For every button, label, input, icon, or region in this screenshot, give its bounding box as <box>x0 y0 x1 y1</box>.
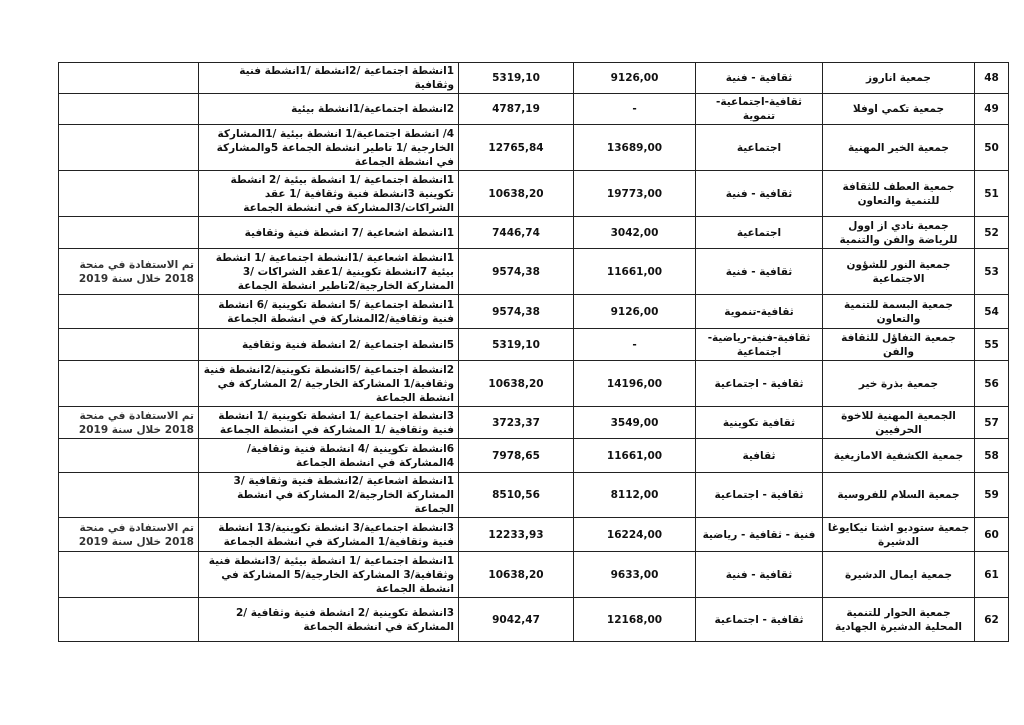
activity-type: ثقافية - اجتماعية <box>696 598 823 642</box>
activities-cell: 4/ انشطة اجتماعية/1 انشطة بيئية /1المشاركة الخارجية /1 تاطير انشطة الجماعة 5والمشاركة في انشطة الجماعة <box>199 125 459 171</box>
activities-cell: 3انشطة تكوينية /2 انشطة فنية وثقافية /2 المشاركة في انشطة الجماعة <box>199 598 459 642</box>
activity-type: ثقافية - فنية <box>696 552 823 598</box>
table-body <box>59 63 1009 642</box>
amount-first: 11661,00 <box>574 249 696 295</box>
activity-type: ثقافية-اجتماعية-تنموية <box>696 94 823 125</box>
amount-first: - <box>574 94 696 125</box>
activity-type: اجتماعية <box>696 217 823 249</box>
association-name: جمعية النور للشؤون الاجتماعية <box>823 249 975 295</box>
activity-type: ثقافية-فنية-رياضية- اجتماعية <box>696 329 823 361</box>
row-number: 52 <box>975 217 1009 249</box>
amount-second: 8510,56 <box>459 473 574 518</box>
row-number: 48 <box>975 63 1009 94</box>
row-number: 56 <box>975 361 1009 407</box>
amount-second: 4787,19 <box>459 94 574 125</box>
table-row <box>59 249 1009 295</box>
activities-cell: 1انشطة اجتماعية /2انشطة /1انشطة فنية وثقافية <box>199 63 459 94</box>
note-cell <box>59 295 199 329</box>
activities-cell: 1انشطة اشعاعية /7 انشطة فنية وثقافية <box>199 217 459 249</box>
association-name: جمعية الخير المهنية <box>823 125 975 171</box>
table-row <box>59 94 1009 125</box>
amount-first: 9126,00 <box>574 63 696 94</box>
note-cell <box>59 552 199 598</box>
amount-first: 3549,00 <box>574 407 696 439</box>
table-row <box>59 361 1009 407</box>
activities-cell: 6انشطة تكوينية /4 انشطة فنية وثقافية/ 4المشاركة في انشطة الجماعة <box>199 439 459 473</box>
row-number: 50 <box>975 125 1009 171</box>
activities-cell: 1انشطة اشعاعية /1انشطة اجتماعية /1 انشطة بيئية 7انشطة تكوينية /1عقد الشراكات /3 المشاركة الخارجية/2تاطير انشطة الجماعة <box>199 249 459 295</box>
activity-type: ثقافية <box>696 439 823 473</box>
activity-type: ثقافية تكوينية <box>696 407 823 439</box>
activity-type: ثقافية - اجتماعية <box>696 361 823 407</box>
amount-first: 13689,00 <box>574 125 696 171</box>
table-row <box>59 407 1009 439</box>
activities-cell: 1انشطة اجتماعية /1 انشطة بيئية /2 انشطة تكوينية 3انشطة فنية وثقافية /1 عقد الشراكات/3المشاركة في انشطة الجماعة <box>199 171 459 217</box>
activities-cell: 2انشطة اجتماعية/1انشطة بيئية <box>199 94 459 125</box>
table-row <box>59 329 1009 361</box>
amount-second: 5319,10 <box>459 329 574 361</box>
amount-second: 12765,84 <box>459 125 574 171</box>
activities-cell: 1انشطة اجتماعية /5 انشطة تكوينية /6 انشطة فنية وثقافية/2المشاركة في انشطة الجماعة <box>199 295 459 329</box>
amount-second: 9042,47 <box>459 598 574 642</box>
note-cell <box>59 63 199 94</box>
amount-second: 10638,20 <box>459 361 574 407</box>
note-cell <box>59 361 199 407</box>
association-name: جمعية تكمي اوفلا <box>823 94 975 125</box>
amount-second: 7978,65 <box>459 439 574 473</box>
association-name: جمعية نادي از اوول للرياضة والفن والتنمية <box>823 217 975 249</box>
table-row <box>59 473 1009 518</box>
amount-second: 12233,93 <box>459 518 574 552</box>
row-number: 51 <box>975 171 1009 217</box>
note-cell <box>59 598 199 642</box>
row-number: 61 <box>975 552 1009 598</box>
note-cell <box>59 94 199 125</box>
table-row <box>59 598 1009 642</box>
amount-first: 16224,00 <box>574 518 696 552</box>
association-name: جمعية بذرة خير <box>823 361 975 407</box>
note-cell <box>59 171 199 217</box>
amount-second: 10638,20 <box>459 552 574 598</box>
note-cell <box>59 329 199 361</box>
table-row <box>59 518 1009 552</box>
amount-first: 9126,00 <box>574 295 696 329</box>
amount-second: 5319,10 <box>459 63 574 94</box>
activity-type: ثقافية - فنية <box>696 63 823 94</box>
association-name: جمعية الكشفية الامازيغية <box>823 439 975 473</box>
association-name: جمعية الحوار للتنمية المحلية الدشيرة الجهادية <box>823 598 975 642</box>
row-number: 59 <box>975 473 1009 518</box>
association-name: جمعية اناروز <box>823 63 975 94</box>
activities-cell: 3انشطة اجتماعية /1 انشطة تكوينية /1 انشطة فنية وثقافية /1 المشاركة في انشطة الجماعة <box>199 407 459 439</box>
amount-first: 3042,00 <box>574 217 696 249</box>
activity-type: ثقافية - اجتماعية <box>696 473 823 518</box>
activity-type: فنية - ثقافية - رياضية <box>696 518 823 552</box>
amount-first: 9633,00 <box>574 552 696 598</box>
association-name: جمعية ستوديو اشتا نيكايوغا الدشيرة <box>823 518 975 552</box>
amount-first: 8112,00 <box>574 473 696 518</box>
association-name: جمعية السلام للفروسية <box>823 473 975 518</box>
amount-second: 10638,20 <box>459 171 574 217</box>
amount-second: 3723,37 <box>459 407 574 439</box>
row-number: 57 <box>975 407 1009 439</box>
activity-type: ثقافية - فنية <box>696 171 823 217</box>
activity-type: ثقافية-تنموية <box>696 295 823 329</box>
activity-type: اجتماعية <box>696 125 823 171</box>
association-name: جمعية البسمة للتنمية والتعاون <box>823 295 975 329</box>
association-name: الجمعية المهنية للاخوة الحرفيين <box>823 407 975 439</box>
note-cell: تم الاستفادة في منحة 2018 خلال سنة 2019 <box>59 249 199 295</box>
note-cell <box>59 217 199 249</box>
row-number: 62 <box>975 598 1009 642</box>
amount-second: 7446,74 <box>459 217 574 249</box>
amount-second: 9574,38 <box>459 249 574 295</box>
association-name: جمعية ايمال الدشيرة <box>823 552 975 598</box>
association-name: جمعية العطف للثقافة للتنمية والتعاون <box>823 171 975 217</box>
table-row <box>59 295 1009 329</box>
amount-first: 12168,00 <box>574 598 696 642</box>
note-cell: تم الاستفادة في منحة 2018 خلال سنة 2019 <box>59 518 199 552</box>
amount-first: 11661,00 <box>574 439 696 473</box>
row-number: 55 <box>975 329 1009 361</box>
table-row <box>59 439 1009 473</box>
table-row <box>59 171 1009 217</box>
row-number: 49 <box>975 94 1009 125</box>
association-name: جمعية التفاؤل للثقافة والفن <box>823 329 975 361</box>
associations-table <box>58 62 1009 642</box>
table-row <box>59 552 1009 598</box>
row-number: 54 <box>975 295 1009 329</box>
row-number: 58 <box>975 439 1009 473</box>
row-number: 60 <box>975 518 1009 552</box>
amount-second: 9574,38 <box>459 295 574 329</box>
note-cell: تم الاستفادة في منحة 2018 خلال سنة 2019 <box>59 407 199 439</box>
note-cell <box>59 473 199 518</box>
activities-cell: 1انشطة اجتماعية /1 انشطة بيئية /3انشطة فنية وثقافية/3 المشاركة الخارجية/5 المشاركة في انشطة الجماعة <box>199 552 459 598</box>
activity-type: ثقافية - فنية <box>696 249 823 295</box>
row-number: 53 <box>975 249 1009 295</box>
activities-cell: 3انشطة اجتماعية/3 انشطة تكوينية/13 انشطة فنية وثقافية/1 المشاركة في انشطة الجماعة <box>199 518 459 552</box>
table-row <box>59 217 1009 249</box>
amount-first: - <box>574 329 696 361</box>
activities-cell: 2انشطة اجتماعية /5انشطة تكوينية/2انشطة فنية وثقافية/1 المشاركة الخارجية /2 المشاركة في انشطة الجماعة <box>199 361 459 407</box>
table-row <box>59 125 1009 171</box>
activities-cell: 1انشطة اشعاعية /2انشطة فنية وثقافية /3 المشاركة الخارجية/2 المشاركة في انشطة الجماعة <box>199 473 459 518</box>
amount-first: 19773,00 <box>574 171 696 217</box>
note-cell <box>59 439 199 473</box>
amount-first: 14196,00 <box>574 361 696 407</box>
table-row <box>59 63 1009 94</box>
activities-cell: 5انشطة اجتماعية /2 انشطة فنية وثقافية <box>199 329 459 361</box>
note-cell <box>59 125 199 171</box>
